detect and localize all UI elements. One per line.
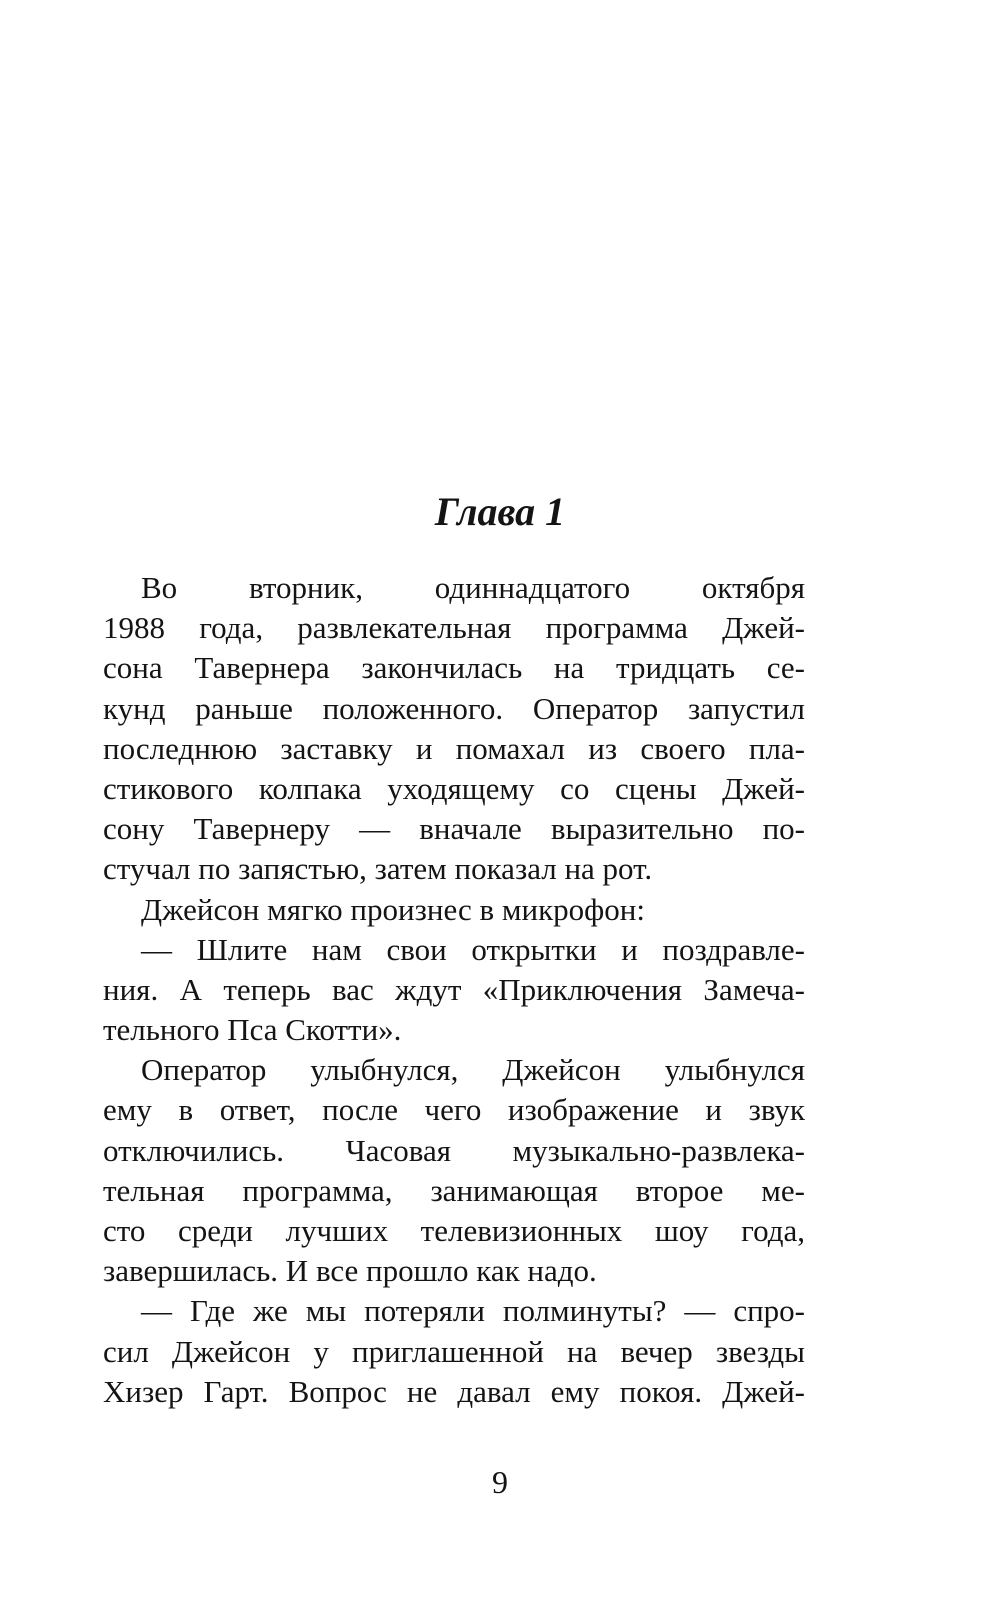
text-line: последнюю заставку и помахал из своего пла- — [103, 730, 805, 766]
text-line: сил Джейсон у приглашенной на вечер звезды — [103, 1333, 805, 1369]
text-line: 1988 года, развлекательная программа Джей- — [103, 610, 805, 646]
text-line: тельного Пса Скотти». — [103, 1012, 402, 1048]
text-line: Джейсон мягко произнес в микрофон: — [141, 891, 645, 927]
text-line: завершилась. И все прошло как надо. — [103, 1253, 597, 1289]
text-line: сону Тавернеру — вначале выразительно по- — [103, 811, 805, 847]
text-line: отключились. Часовая музыкально-развлека- — [103, 1132, 805, 1168]
text-line: ему в ответ, после чего изображение и звук — [103, 1092, 805, 1128]
body-text — [103, 568, 805, 1412]
text-line: стучал по запястью, затем показал на рот. — [103, 851, 653, 887]
text-line: ния. А теперь вас ждут «Приключения Замеча- — [103, 971, 805, 1007]
text-line: — Где же мы потеряли полминуты? — спро- — [141, 1293, 805, 1329]
text-line: Хизер Гарт. Вопрос не давал ему покоя. Джей- — [103, 1373, 805, 1409]
text-line: тельная программа, занимающая второе ме- — [103, 1172, 805, 1208]
text-line: сто среди лучших телевизионных шоу года, — [103, 1213, 805, 1248]
text-line: стикового колпака уходящему со сцены Джей- — [103, 770, 805, 806]
text-line: кунд раньше положенного. Оператор запустил — [103, 690, 805, 726]
chapter-title: Глава 1 — [434, 489, 566, 534]
text-line: Оператор улыбнулся, Джейсон улыбнулся — [141, 1052, 805, 1088]
text-line: Во вторник, одиннадцатого октября — [141, 570, 805, 605]
text-line: сона Тавернера закончилась на тридцать се- — [103, 650, 805, 686]
page-number: 9 — [492, 1464, 508, 1500]
text-line: — Шлите нам свои открытки и поздравле- — [141, 931, 805, 967]
